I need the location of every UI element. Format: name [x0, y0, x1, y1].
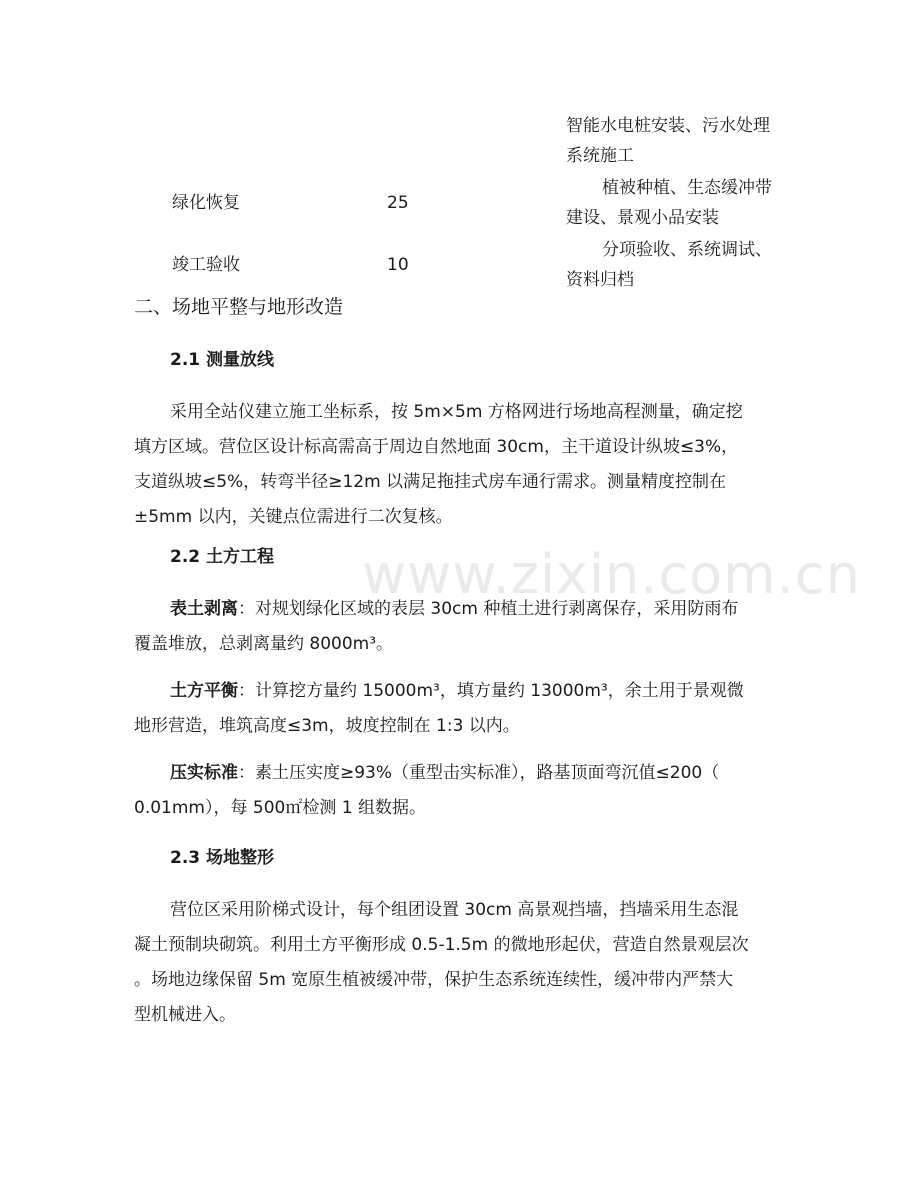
table-row-3-desc — [566, 235, 792, 295]
item-label: 土方平衡 — [170, 681, 238, 701]
table-row-1-desc — [566, 111, 792, 171]
paragraph-line: 采用全站仪建立施工坐标系，按 5m×5m 方格网进行场地高程测量，确定挖 — [170, 402, 743, 422]
paragraph-line — [134, 592, 794, 627]
paragraph-topsoil — [134, 592, 794, 662]
table-row-2-name: 绿化恢复 — [172, 193, 240, 213]
item-text: ：对规划绿化区域的表层 30cm 种植土进行剥离保存，采用防雨布 — [238, 599, 739, 619]
paragraph-line: 0.01mm），每 500㎡检测 1 组数据。 — [134, 798, 426, 818]
paragraph-compaction — [134, 756, 794, 826]
table-desc-line: 智能水电桩安装、污水处理 — [566, 116, 770, 136]
paragraph-line: 覆盖堆放，总剥离量约 8000m³。 — [134, 634, 394, 654]
table-desc-line: 植被种植、生态缓冲带 — [602, 178, 772, 198]
paragraph-line: 。场地边缘保留 5m 宽原生植被缓冲带，保护生态系统连续性，缓冲带内严禁大 — [134, 970, 734, 990]
paragraph-line: 支道纵坡≤5%，转弯半径≥12m 以满足拖挂式房车通行需求。测量精度控制在 — [134, 472, 727, 492]
table-row-3-days: 10 — [387, 255, 409, 275]
paragraph-line — [134, 756, 794, 791]
paragraph-line: 凝土预制块砌筑。利用土方平衡形成 0.5-1.5m 的微地形起伏，营造自然景观层次 — [134, 935, 749, 955]
subsection-title-2-1: 2.1 测量放线 — [170, 350, 275, 370]
item-label: 压实标准 — [170, 763, 238, 783]
table-desc-line: 资料归档 — [566, 270, 634, 290]
paragraph-line — [134, 674, 794, 709]
subsection-title-2-3: 2.3 场地整形 — [170, 848, 275, 868]
paragraph-2-3 — [134, 893, 794, 1033]
paragraph-line: 型机械进入。 — [134, 1005, 236, 1025]
paragraph-line: 地形营造，堆筑高度≤3m，坡度控制在 1:3 以内。 — [134, 716, 520, 736]
paragraph-line: ±5mm 以内，关键点位需进行二次复核。 — [134, 507, 453, 527]
item-text: ：计算挖方量约 15000m³，填方量约 13000m³，余土用于景观微 — [238, 681, 744, 701]
table-row-2-days: 25 — [387, 193, 409, 213]
table-row-2-desc — [566, 173, 792, 233]
table-desc-line: 建设、景观小品安装 — [566, 208, 719, 228]
table-desc-line: 系统施工 — [566, 146, 634, 166]
watermark: www.zixin.com.cn — [362, 543, 861, 606]
paragraph-2-1 — [134, 395, 794, 535]
section-title: 二、场地平整与地形改造 — [134, 296, 344, 318]
paragraph-earth-balance — [134, 674, 794, 744]
paragraph-line: 填方区域。营位区设计标高需高于周边自然地面 30cm，主干道设计纵坡≤3%， — [134, 437, 739, 457]
subsection-title-2-2: 2.2 土方工程 — [170, 547, 275, 567]
table-desc-line: 分项验收、系统调试、 — [602, 240, 772, 260]
item-text: ：素土压实度≥93%（重型击实标准），路基顶面弯沉值≤200（ — [238, 763, 720, 783]
table-row-3-name: 竣工验收 — [172, 255, 240, 275]
paragraph-line: 营位区采用阶梯式设计，每个组团设置 30cm 高景观挡墙，挡墙采用生态混 — [170, 900, 739, 920]
item-label: 表土剥离 — [170, 599, 238, 619]
